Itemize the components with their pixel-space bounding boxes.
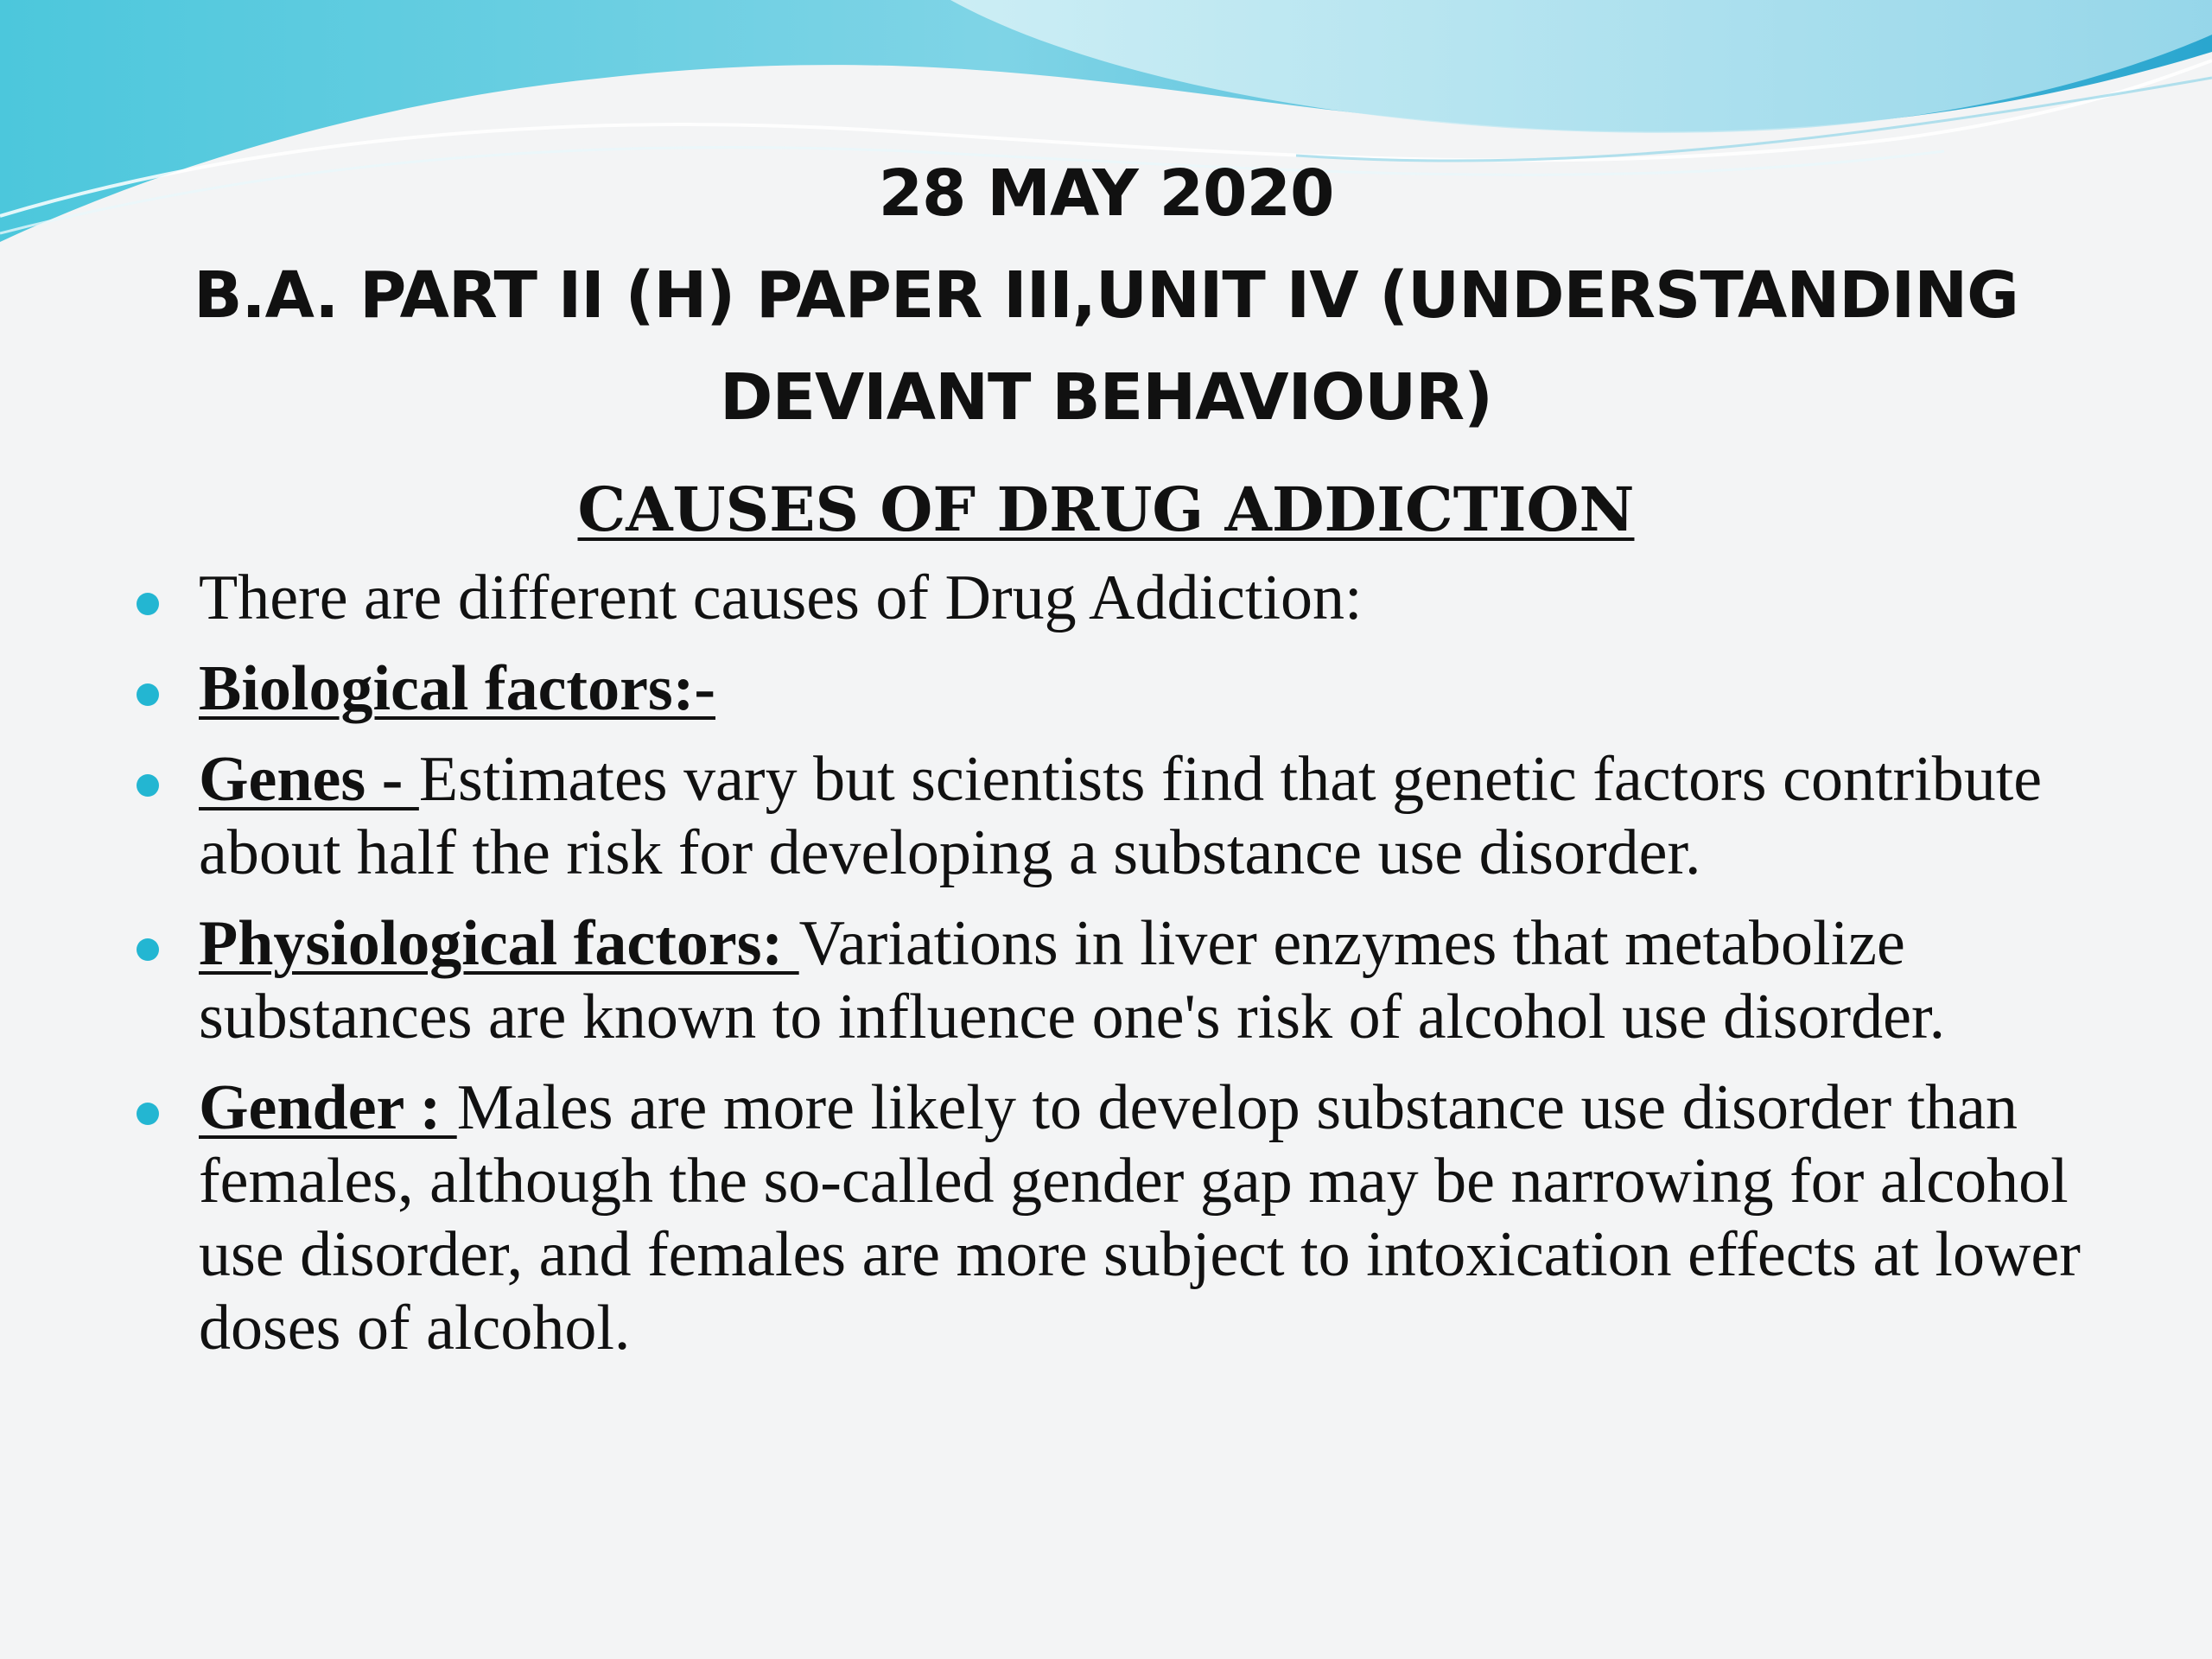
list-item [199,652,2100,726]
bullet-text: Estimates vary but scientists find that genetic factors contribute about half the risk for developing a substance use disorder. [199,744,2043,888]
bullet-icon [137,593,159,615]
bullet-term: Physiological factors: [199,908,799,979]
bullet-text: Variations in liver enzymes that metabolize substances are known to influence one's risk of alcohol use disorder. [199,908,1946,1052]
bullet-text: There are different causes of Drug Addiction: [199,563,1363,633]
section-heading-text: CAUSES OF DRUG ADDICTION [577,474,1635,545]
slide-title [0,143,2212,448]
list-item [199,743,2100,890]
bullet-term: Gender : [199,1072,457,1143]
list-item [199,1071,2100,1365]
list-item [199,562,2100,635]
bullet-term: Genes - [199,744,419,815]
bullet-icon [137,774,159,797]
title-line-1: B.A. PART II (H) PAPER III,UNIT IV (UNDERSTANDING [194,258,2018,333]
bullet-term: Biological factors:- [199,653,715,724]
bullet-icon [137,938,159,961]
bullet-icon [137,1103,159,1125]
list-item [199,907,2100,1054]
date-heading: 28 MAY 2020 [878,156,1334,231]
section-heading [0,474,2212,546]
title-line-2: DEVIANT BEHAVIOUR) [720,360,1492,435]
bullet-list [199,562,2100,1382]
bullet-text: Males are more likely to develop substance use disorder than females, although the so-called gender gap may be narrowing for alcohol use disorder, and females are more subject to intoxication effects at lower doses of alcohol. [199,1072,2081,1363]
bullet-icon [137,683,159,706]
